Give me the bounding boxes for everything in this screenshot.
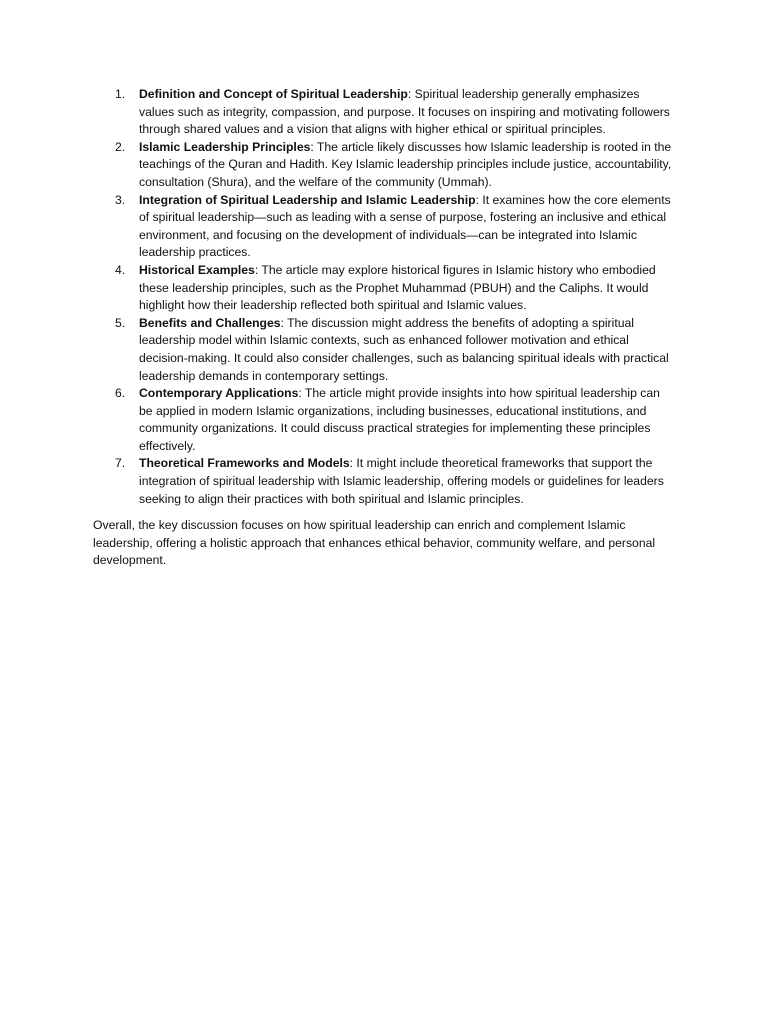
list-item <box>93 385 675 455</box>
list-item-title: Islamic Leadership Principles <box>139 139 311 154</box>
list-item-title: Benefits and Challenges <box>139 315 281 330</box>
list-item <box>93 455 675 508</box>
list-item-text: : It examines how the core elements of spiritual leadership—such as leading with a sense of purpose, fostering an inclusive and ethical environment, and focusing on the development of individuals—can be integrated into Islamic leadership practices. <box>139 192 671 260</box>
list-item-number: 4. <box>115 262 126 277</box>
list-item-text: : It might include theoretical frameworks that support the integration of spiritual leadership with Islamic leadership, offering models or guidelines for leaders seeking to align their practices with both spiritual and Islamic principles. <box>139 456 664 506</box>
list-item-title: Contemporary Applications <box>139 386 299 401</box>
list-item-number: 5. <box>115 315 126 330</box>
list-item-title: Historical Examples <box>139 262 255 277</box>
list-item-number: 6. <box>115 386 126 401</box>
list-item <box>93 86 675 139</box>
list-item <box>93 192 675 262</box>
list-item-text: : Spiritual leadership generally emphasizes values such as integrity, compassion, and purpose. It focuses on inspiring and motivating followers through shared values and a vision that aligns with higher ethical or spiritual principles. <box>139 87 670 137</box>
summary-paragraph: Overall, the key discussion focuses on how spiritual leadership can enrich and complement Islamic leadership, offering a holistic approach that enhances ethical behavior, community welfare, and personal development. <box>93 518 656 568</box>
list-item-text: : The article might provide insights into how spiritual leadership can be applied in modern Islamic organizations, including businesses, educational institutions, and community organizations. It could discuss practical strategies for implementing these principles effectively. <box>139 386 660 453</box>
list-item <box>93 262 675 315</box>
list-item-title: Theoretical Frameworks and Models <box>139 456 350 471</box>
list-item-number: 1. <box>115 87 126 101</box>
list-item-text: : The discussion might address the benefits of adopting a spiritual leadership model within Islamic contexts, such as enhanced follower motivation and ethical decision-making. It could also consider challenges, such as balancing spiritual ideals with practical leadership demands in contemporary settings. <box>139 315 669 383</box>
list-item-title: Definition and Concept of Spiritual Leadership <box>139 87 408 101</box>
list-item-number: 3. <box>115 192 126 207</box>
list-item-number: 2. <box>115 139 126 154</box>
document-body <box>93 86 675 570</box>
list-item <box>93 139 675 192</box>
list-item-title: Integration of Spiritual Leadership and Islamic Leadership <box>139 192 476 207</box>
list-item <box>93 315 675 385</box>
list-item-number: 7. <box>115 456 126 471</box>
list-item-text: : The article likely discusses how Islamic leadership is rooted in the teachings of the Quran and Hadith. Key Islamic leadership principles include justice, accountability, consultation (Shura), and the welfare of the community (Ummah). <box>139 139 672 189</box>
key-points-list <box>93 86 675 508</box>
list-item-text: : The article may explore historical figures in Islamic history who embodied these leadership principles, such as the Prophet Muhammad (PBUH) and the Caliphs. It would highlight how their leadership reflected both spiritual and Islamic values. <box>139 262 656 313</box>
